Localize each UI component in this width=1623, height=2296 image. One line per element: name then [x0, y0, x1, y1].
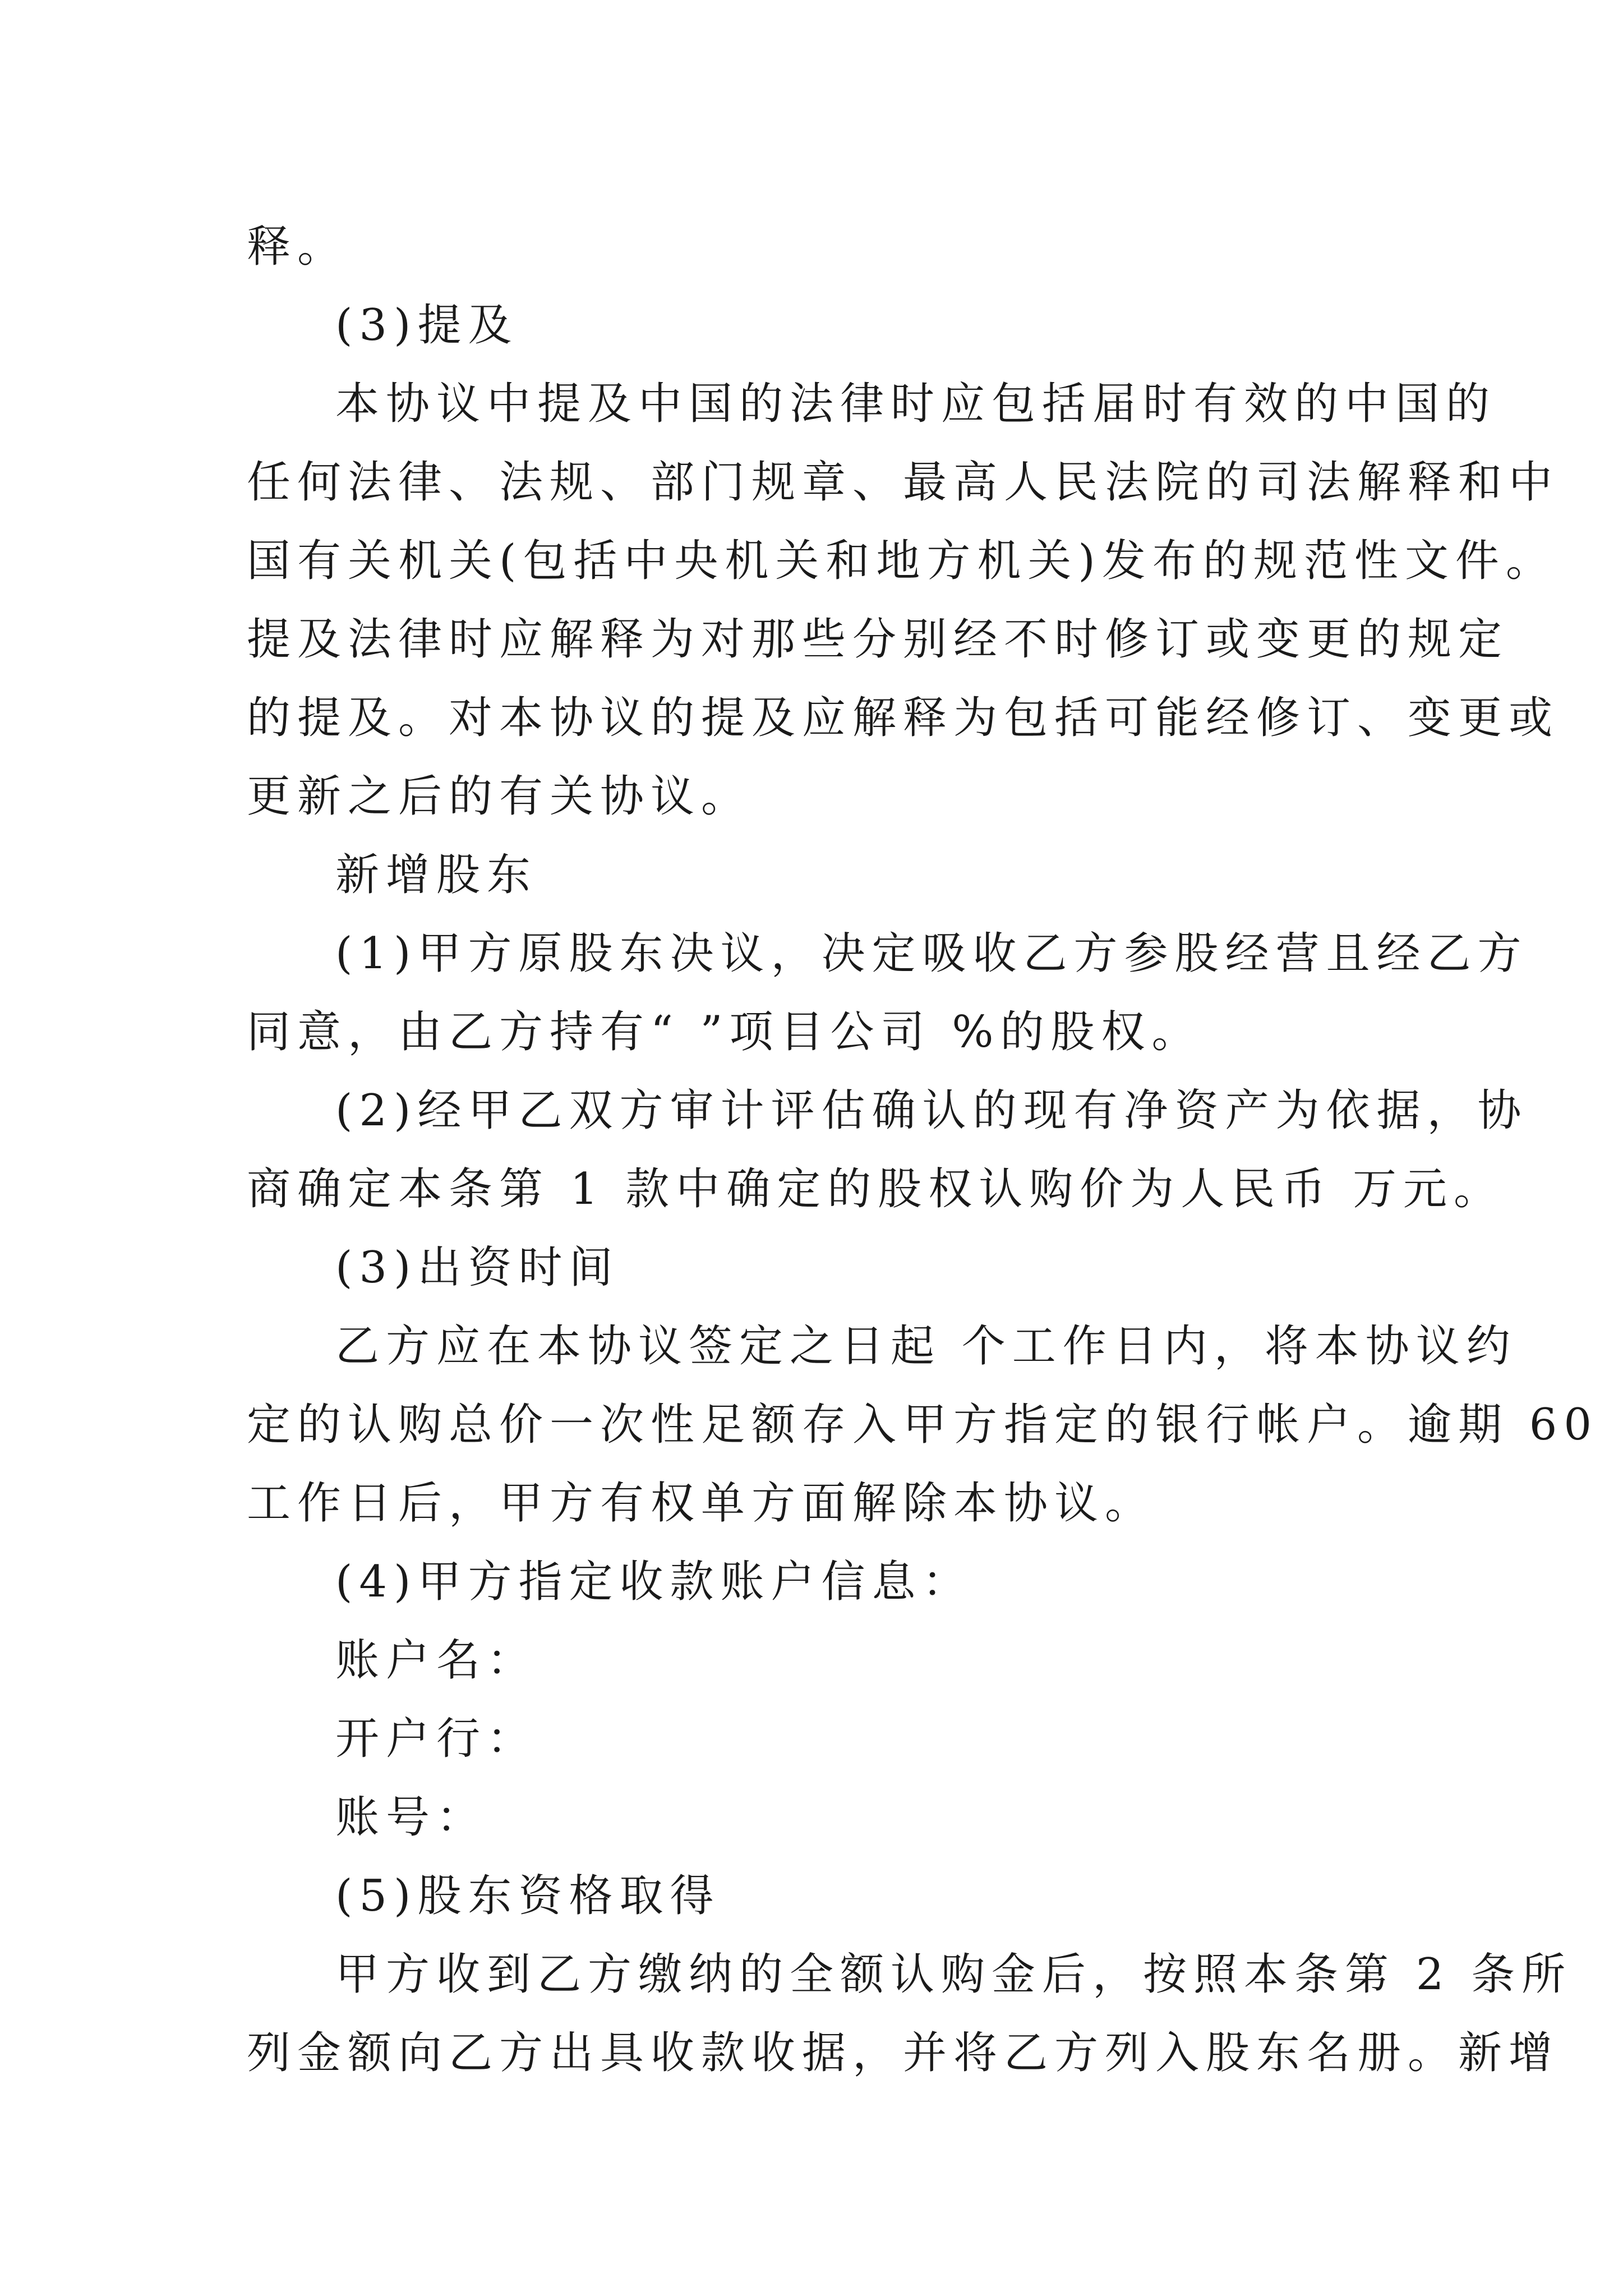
text-line: 乙方应在本协议签定之日起 个工作日内，将本协议约 — [335, 1321, 1517, 1372]
text-line: 商确定本条第 1 款中确定的股权认购价为人民币 万元。 — [247, 1164, 1505, 1214]
text-line: 列金额向乙方出具收款收据，并将乙方列入股东名册。新增 — [247, 2028, 1560, 2078]
document-body — [247, 208, 1599, 2092]
text-line: 本协议中提及中国的法律时应包括届时有效的中国的 — [335, 379, 1497, 429]
text-line: 的提及。对本协议的提及应解释为包括可能经修订、变更或 — [247, 693, 1560, 743]
text-line: 账号： — [335, 1792, 487, 1843]
text-line: 国有关机关(包括中央机关和地方机关)发布的规范性文件。 — [247, 536, 1556, 586]
text-line: (5)股东资格取得 — [335, 1871, 721, 1921]
text-line: 提及法律时应解释为对那些分别经不时修订或变更的规定 — [247, 614, 1509, 665]
text-line: (4)甲方指定收款账户信息： — [335, 1557, 973, 1607]
text-line: 账户名： — [335, 1635, 538, 1686]
text-line: 定的认购总价一次性足额存入甲方指定的银行帐户。逾期 60 — [247, 1400, 1599, 1450]
text-line: 开户行： — [335, 1714, 538, 1764]
text-line: (2)经甲乙双方审计评估确认的现有净资产为依据，协 — [335, 1085, 1528, 1136]
text-line: 新增股东 — [335, 850, 538, 900]
text-line: 释。 — [247, 222, 348, 272]
text-line: (3)出资时间 — [335, 1243, 620, 1293]
text-line: (1)甲方原股东决议，决定吸收乙方参股经营且经乙方 — [335, 928, 1528, 979]
text-line: (3)提及 — [335, 300, 519, 351]
text-line: 甲方收到乙方缴纳的全额认购金后，按照本条第 2 条所 — [335, 1949, 1573, 2000]
text-line: 更新之后的有关协议。 — [247, 771, 752, 822]
text-line: 任何法律、法规、部门规章、最高人民法院的司法解释和中 — [247, 457, 1560, 508]
text-line: 同意，由乙方持有“ ”项目公司 %的股权。 — [247, 1007, 1202, 1057]
text-line: 工作日后，甲方有权单方面解除本协议。 — [247, 1478, 1156, 1529]
